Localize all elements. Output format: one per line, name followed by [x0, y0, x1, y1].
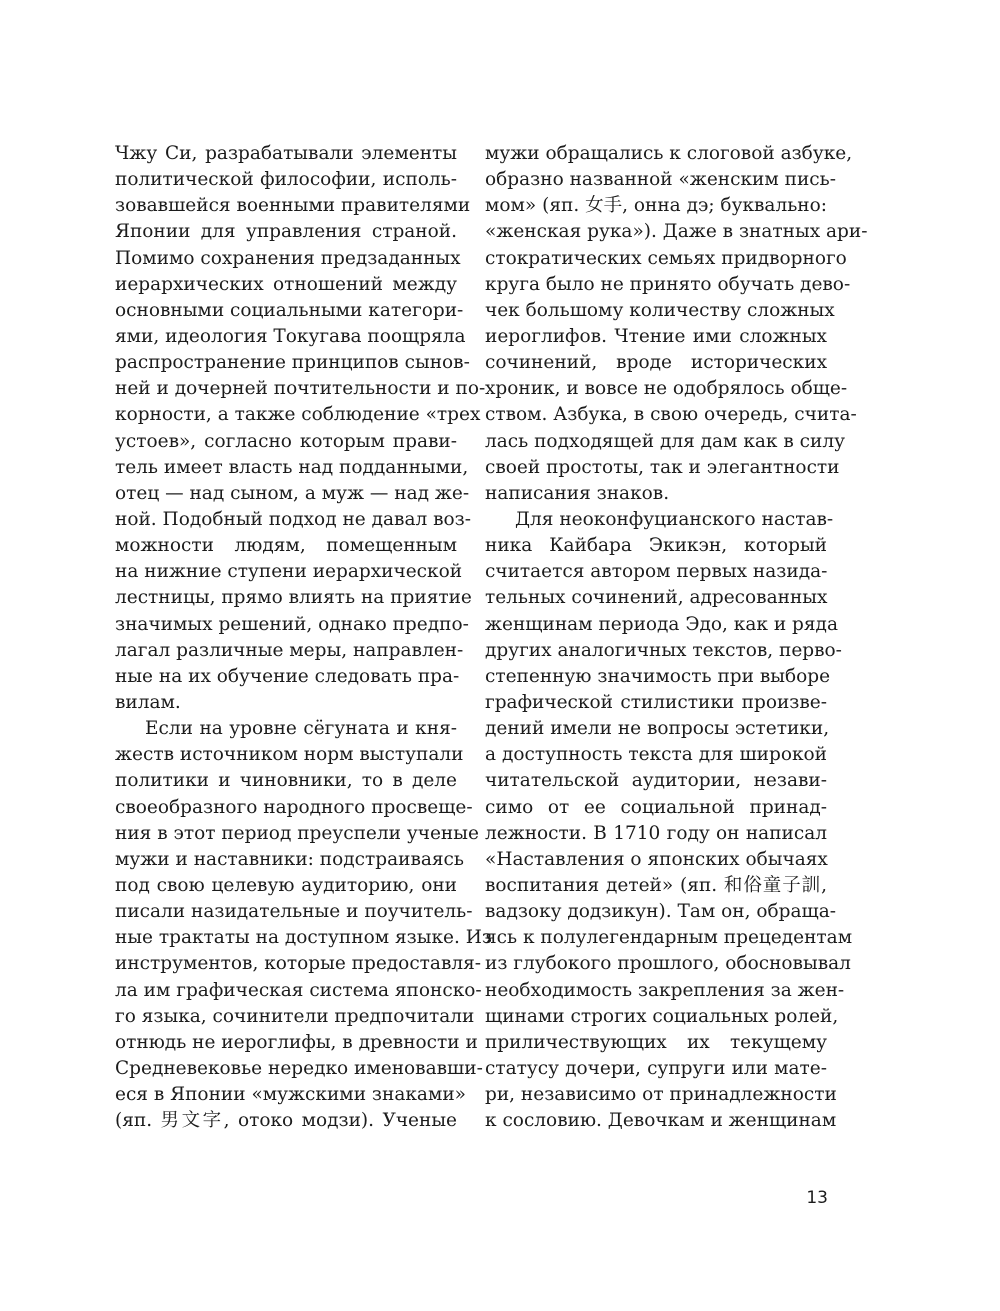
text-line: ством. Азбука, в свою очередь, счита-: [485, 404, 857, 426]
text-line: ные трактаты на доступном языке. Из: [115, 927, 492, 949]
text-line: корности, а также соблюдение «трех: [115, 404, 481, 426]
text-line: сочинений, вроде исторических: [485, 352, 827, 374]
text-line: лась подходящей для дам как в силу: [485, 430, 845, 452]
text-line: ния в этот период преуспели ученые: [115, 822, 479, 844]
text-line: своеобразного народного просвеще-: [115, 796, 473, 818]
text-line: отнюдь не иероглифы, в древности и: [115, 1031, 478, 1053]
text-line: ней и дочерней почтительности и по-: [115, 378, 486, 400]
text-line: лестницы, прямо влиять на приятие: [115, 587, 472, 609]
text-line: степенную значимость при выборе: [485, 665, 831, 687]
text-line: основными социальными категори-: [115, 299, 464, 321]
text-line: распространение принципов сынов-: [115, 352, 470, 374]
text-line: читательской аудитории, незави-: [485, 770, 827, 792]
text-line: тель имеет власть над подданными,: [115, 456, 469, 478]
text-line: Чжу Си, разрабатывали элементы: [115, 143, 457, 164]
text-line: а доступность текста для широкой: [485, 744, 827, 766]
text-line: «Наставления о японских обычаях: [485, 848, 828, 870]
text-line: еся в Японии «мужскими знаками»: [115, 1084, 466, 1106]
text-line: Японии для управления страной.: [115, 221, 457, 243]
page-number: 13: [806, 1188, 828, 1208]
text-line: к сословию. Девочкам и женщинам: [485, 1110, 837, 1132]
right-text-column: [485, 141, 868, 1134]
text-line: стократических семьях придворного: [485, 247, 847, 269]
text-line: лагал различные меры, направлен-: [115, 639, 464, 661]
text-line: ной. Подобный подход не давал воз-: [115, 508, 472, 530]
text-line: чек большому количеству сложных: [485, 299, 835, 321]
text-line: го языка, сочинители предпочитали: [115, 1005, 475, 1027]
text-line: политической философии, исполь-: [115, 169, 457, 191]
text-line: отец — над сыном, а муж — над же-: [115, 482, 470, 504]
text-line: Если на уровне сёгуната и кня-: [145, 718, 457, 740]
text-line: мом» (яп. 女手, онна дэ; буквально:: [485, 195, 827, 217]
text-line: мужи и наставники: подстраиваясь: [115, 848, 464, 870]
text-line: ла им графическая система японско-: [115, 979, 482, 1001]
text-line: женщинам периода Эдо, как и ряда: [485, 613, 838, 635]
text-line: писали назидательные и поучитель-: [115, 901, 473, 923]
text-line: круга было не принято обучать дево-: [485, 273, 851, 295]
text-line: вилам.: [115, 691, 181, 713]
text-line: ные на их обучение следовать пра-: [115, 665, 460, 687]
text-line: мужи обращались к слоговой азбуке,: [485, 143, 853, 164]
text-line: лежности. В 1710 году он написал: [485, 822, 827, 844]
text-line: инструментов, которые предоставля-: [115, 953, 482, 975]
text-line: других аналогичных текстов, перво-: [485, 639, 842, 661]
text-line: написания знаков.: [485, 482, 670, 504]
text-line: ника Кайбара Экикэн, который: [485, 535, 827, 557]
text-line: щинами строгих социальных ролей,: [485, 1005, 839, 1027]
text-line: образно названной «женским пись-: [485, 169, 836, 191]
text-line: из глубокого прошлого, обосновывал: [485, 953, 851, 975]
text-line: ри, независимо от принадлежности: [485, 1084, 837, 1106]
text-line: на нижние ступени иерархической: [115, 561, 463, 583]
text-line: можности людям, помещенным: [115, 535, 457, 557]
text-line: значимых решений, однако предпо-: [115, 613, 469, 635]
text-line: «женская рука»). Даже в знатных ари-: [485, 221, 868, 243]
text-line: Помимо сохранения предзаданных: [115, 247, 461, 269]
text-line: иероглифов. Чтение ими сложных: [485, 325, 827, 347]
text-line: жеств источником норм выступали: [115, 744, 464, 766]
text-line: необходимость закрепления за жен-: [485, 979, 845, 1001]
text-line: ясь к полулегендарным прецедентам: [485, 927, 853, 949]
text-line: вадзоку додзикун). Там он, обраща-: [485, 901, 836, 923]
text-line: тельных сочинений, адресованных: [485, 587, 828, 609]
text-line: графической стилистики произве-: [485, 691, 827, 713]
text-line: ями, идеология Токугава поощряла: [115, 325, 466, 347]
text-line: Средневековье нередко именовавши-: [115, 1057, 483, 1079]
text-line: статусу дочери, супруги или мате-: [485, 1057, 827, 1079]
text-line: своей простоты, так и элегантности: [485, 456, 840, 478]
text-line: под свою целевую аудиторию, они: [115, 874, 457, 896]
text-line: хроник, и вовсе не одобрялось обще-: [485, 378, 848, 400]
text-line: иерархических отношений между: [115, 273, 457, 295]
text-line: устоев», согласно которым прави-: [115, 430, 457, 452]
text-line: считается автором первых назида-: [485, 561, 828, 583]
text-line: Для неоконфуцианского настав-: [515, 508, 834, 530]
left-text-column: [115, 141, 492, 1134]
text-line: приличествующих их текущему: [485, 1031, 827, 1053]
text-line: симо от ее социальной принад-: [485, 796, 827, 818]
text-line: зовавшейся военными правителями: [115, 195, 471, 217]
text-line: дений имели не вопросы эстетики,: [485, 718, 830, 740]
text-line: политики и чиновники, то в деле: [115, 770, 457, 792]
text-line: воспитания детей» (яп. 和俗童子訓,: [485, 874, 827, 896]
text-line: (яп. 男文字, отоко модзи). Ученые: [115, 1110, 457, 1132]
